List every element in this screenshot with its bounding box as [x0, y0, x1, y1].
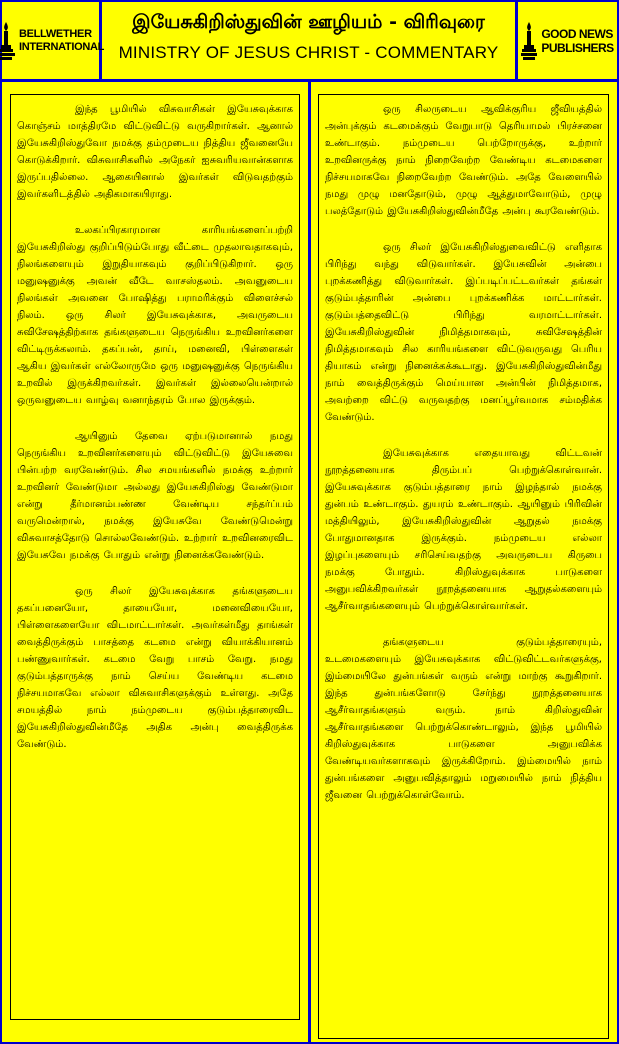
- page-title-tamil: இயேசுகிறிஸ்துவின் ஊழியம் - விரிவுரை: [132, 11, 485, 33]
- logo-left-line2: INTERNATIONAL: [18, 40, 105, 53]
- bellwether-logo: [2, 2, 105, 79]
- logo-left-line1: BELLWETHER: [18, 27, 92, 40]
- paragraph: ஒரு சிலருடைய ஆவிக்குரிய ஜீவியத்தில் அன்புக்கும் கடமைக்கும் வேறுபாடு தெரியாமல் பிரச்சனை உண்டாகும். நம்முடைய பெற்றோருக்கு, உற்றார் உறவினருக்கு நாம் நிறைவேற்ற வேண்டிய கடமைகளை நிச்சயமாகவே நிறைவேற்ற வேண்டும். அதே வேளையில் நமது முழு மனதோடும், முழு ஆத்துமாவோடும், முழு பலத்தோடும் இயேசுகிறிஸ்துவின்மீதே அன்பு கூரவேண்டும்.: [325, 104, 602, 217]
- right-column-box: [318, 94, 609, 1039]
- paragraph: இந்த பூமியில் விசுவாசிகள் இயேசுவுக்காக கொஞ்சம் மாத்திரமே விட்டுவிட்டு வருகிறார்கள். ஆனால் இயேசுகிறிஸ்துவோ நமக்கு தம்முடைய நித்திய ஜீவனையே கொடுக்கிறார். விசுவாசிகளில் அநேகர் ஐசுவரியவான்களாக இருப்பதில்லை. ஆகையினால் இவர்கள் விடுவதற்கும் இவர்களிடத்தில் அதிகமாகயிராது.: [17, 104, 293, 200]
- paragraph: இயேசுவுக்காக எதையாவது விட்டவன் நூறத்தனையாக திரும்பப் பெற்றுக்கொள்வான். இயேசுவுக்காக குடும்பத்தாரை நாம் இழந்தால் நமக்கு துன்பம் உண்டாகும். துயரம் உண்டாகும். ஆயினும் பிரிவின் மத்தியிலும், இயேசுகிறிஸ்துவின் ஆறுதல் நமக்கு போதுமானதாக இருக்கும். நம்முடைய எல்லா இழப்புகளையும் சரிசெய்வதற்கு அவருடைய கிருபை நமக்கு போதும். கிறிஸ்துவுக்காக பாடுகளை அனுபவிக்கிறவர்கள் நூறத்தனையாக ஆறுதல்களையும் ஆசீர்வாதங்களையும் பெற்றுக்கொள்வார்கள்.: [325, 448, 602, 612]
- lamp-icon: [0, 20, 15, 62]
- title-area: [102, 2, 515, 79]
- paragraph: ஒரு சிலர் இயேசுகிறிஸ்துவைவிட்டு எளிதாக பிரிந்து வந்து விடுவார்கள். இயேசுவின் அன்பை புறக்கணித்து விடுவார்கள். இப்படிப்பட்டவர்கள் தங்கள் குடும்பத்தாரின் அன்பை புறக்கணிக்க மாட்டார்கள். குடும்பத்தைவிட்டு பிரிந்து வரமாட்டார்கள். இயேசுகிறிஸ்துவின் நிமித்தமாகவும், சுவிசேஷத்தின் நிமித்தமாகவும் சில காரியங்களை விட்டுவருவது பெரிய தியாகம் என்று நினைக்கக்கூடாது. இயேசுகிறிஸ்துவின்மீது நாம் வைத்திருக்கும் மெய்யான அன்பின் நிமித்தமாக, அவற்றை விட்டு வருவதற்கு மனப்பூர்வமாக சம்மதிக்க வேண்டும்.: [325, 242, 602, 423]
- header: [2, 2, 617, 82]
- page-title-english: MINISTRY OF JESUS CHRIST - COMMENTARY: [118, 43, 499, 62]
- good-news-logo: [515, 2, 617, 79]
- logo-right-line2: PUBLISHERS: [541, 40, 614, 55]
- paragraph: ஒரு சிலர் இயேசுவுக்காக தங்களுடைய தகப்பனையோ, தாயையோ, மனைவியையோ, பிள்ளைகளையோ விடமாட்டார்கள். அவர்கள்மீது தாங்கள் வைத்திருக்கும் பாசத்தை கடமை என்று வியாக்கியானம் பண்ணுவார்கள். கடமை வேறு பாசம் வேறு. நமது குடும்பத்தாருக்கு நாம் செய்ய வேண்டிய கடமை நிச்சயமாகவே எல்லா விசுவாசிகளுக்கும் உள்ளது. அதே சமயத்தில் நாம் நம்முடைய குடும்பத்தாரைவிட இயேசுகிறிஸ்துவின்மீதே அதிக அன்பு வைத்திருக்க வேண்டும்.: [17, 586, 293, 750]
- paragraph: ஆயினும் தேவை ஏற்படுமானால் நமது நெருங்கிய உறவினர்களையும் விட்டுவிட்டு இயேசுவை பின்பற்ற வரவேண்டும். சில சமயங்களில் நமக்கு உற்றார் உறவினர் வேண்டுமா அல்லது இயேசுகிறிஸ்து வேண்டுமா என்று தீர்மானம்பண்ண வேண்டிய சந்தர்ப்பம் வருமென்றால், நமக்கு இயேசுவே வேண்டுமென்று விசுவாசத்தோடு சொல்லவேண்டும். உற்றார் உறவினரைவிட இயேசுவே நமக்கு போதும் என்று நினைக்கவேண்டும்.: [17, 431, 293, 561]
- left-column-box: [10, 94, 300, 1020]
- logo-right-line1: GOOD NEWS: [541, 26, 613, 41]
- paragraph: தங்களுடைய குடும்பத்தாரையும், உடமைகளையும் இயேசுவுக்காக விட்டுவிட்டவர்களுக்கு, இம்மையிலே துன்பங்கள் வரும் என்று மாற்கு கூறுகிறார். இந்த துன்பங்களோடு சேர்ந்து நூறத்தனையாக ஆசீர்வாதங்களும் வரும். நாம் கிறிஸ்துவின் ஆசீர்வாதங்களை பெற்றுக்கொண்டாலும், இந்த பூமியில் கிறிஸ்துவுக்காக பாடுகளை அனுபவிக்க வேண்டியவர்களாகவும் இருக்கிறோம். இம்மையில் நாம் துன்பங்களை அனுபவித்தாலும் மறுமையில் நாம் நித்திய ஜீவனை பெற்றுக்கொள்வோம்.: [325, 637, 602, 801]
- paragraph: உலகப்பிரகாரமான காரியங்களைப்பற்றி இயேசுகிறிஸ்து குறிப்பிடும்போது வீட்டை முதலாவதாகவும், நிலங்களையும் இறுதியாகவும் குறிப்பிடுகிறார். ஒரு மனுஷனுக்கு அவன் வீடே வாசஸ்தலம். அவனுடைய நிலங்கள் அவனை போஷித்து பராமரிக்கும் விளைச்சல் நிலம். ஒரு சிலர் இயேசுவுக்காக, அவருடைய சுவிசேஷத்திற்காக தங்களுடைய நெருங்கிய உறவினர்களை விட்டிருக்கலாம். தகப்பன், தாய், மனைவி, பிள்ளைகள் ஆகிய இவர்கள் எல்லோருமே ஒரு மனுஷனுக்கு நெருங்கிய உறவில் இருக்கிறவர்கள். இவர்கள் இல்லையென்றால் ஒருவனுடைய வாழ்வு வனாந்தரம் போல இருக்கும்.: [17, 225, 293, 406]
- lamp-icon: [521, 20, 537, 62]
- right-column: [311, 82, 617, 1042]
- left-column: [2, 82, 311, 1042]
